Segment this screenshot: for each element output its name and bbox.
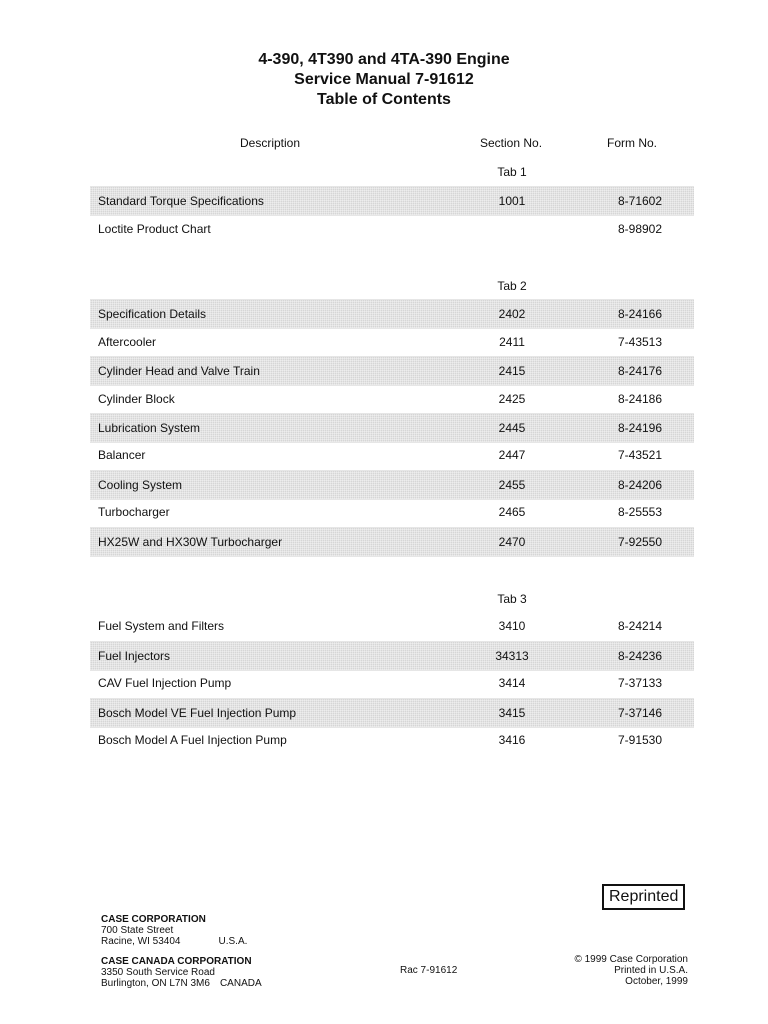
- title-line-toc: Table of Contents: [317, 91, 451, 108]
- row-description: Fuel Injectors: [98, 649, 171, 663]
- tab-label-3: Tab 3: [497, 592, 527, 606]
- row-section: 2447: [498, 448, 526, 462]
- document-code: Rac 7-91612: [400, 965, 458, 976]
- row-form: 7-43521: [617, 448, 663, 462]
- row-section: 3414: [498, 676, 526, 690]
- row-form: 7-43513: [617, 335, 663, 349]
- us-street: 700 State Street: [101, 925, 174, 936]
- row-description: Aftercooler: [98, 335, 157, 349]
- toc-row: [90, 356, 694, 386]
- row-section: 2402: [498, 307, 526, 321]
- row-form: 7-37133: [617, 676, 663, 690]
- row-form: 8-71602: [617, 194, 663, 208]
- us-city: Racine, WI 53404: [101, 936, 181, 947]
- row-form: 8-24186: [617, 392, 663, 406]
- row-form: 8-24206: [617, 478, 663, 492]
- row-description: Lubrication System: [98, 421, 201, 435]
- row-form: 8-25553: [617, 505, 663, 519]
- row-section: 2445: [498, 421, 526, 435]
- toc-row: [90, 328, 694, 356]
- row-section: 2470: [498, 535, 526, 549]
- row-form: 8-24236: [617, 649, 663, 663]
- row-description: Cylinder Block: [98, 392, 175, 406]
- canada-city: Burlington, ON L7N 3M6: [101, 978, 210, 989]
- toc-row: [90, 186, 694, 216]
- row-description: Balancer: [98, 448, 146, 462]
- toc-row: [90, 698, 694, 728]
- canada-country: CANADA: [219, 978, 262, 989]
- toc-row: [90, 441, 694, 469]
- row-description: Bosch Model VE Fuel Injection Pump: [98, 706, 297, 720]
- row-description: Turbocharger: [98, 505, 170, 519]
- row-section: 34313: [495, 649, 529, 663]
- row-section: 2465: [498, 505, 526, 519]
- column-header-section: Section No.: [480, 136, 543, 150]
- row-form: 7-92550: [617, 535, 663, 549]
- document-title: [0, 50, 768, 110]
- title-line-manual: Service Manual 7-91612: [294, 71, 474, 88]
- toc-row: [90, 215, 694, 243]
- row-section: 2415: [498, 364, 526, 378]
- toc-row: [90, 612, 694, 640]
- canada-address-block: [101, 956, 262, 989]
- row-description: Cylinder Head and Valve Train: [98, 364, 260, 378]
- toc-row: [90, 641, 694, 671]
- tab-label-2: Tab 2: [497, 279, 527, 293]
- row-description: Cooling System: [98, 478, 183, 492]
- toc-row: [90, 385, 694, 413]
- tab-label-1: Tab 1: [497, 165, 527, 179]
- print-date: October, 1999: [625, 976, 688, 987]
- toc-row: [90, 413, 694, 443]
- row-form: 8-24176: [617, 364, 663, 378]
- us-address-block: [101, 914, 247, 947]
- canada-street: 3350 South Service Road: [101, 967, 215, 978]
- canada-company-name: CASE CANADA CORPORATION: [101, 956, 252, 967]
- toc-row: [90, 726, 694, 754]
- title-line-engine: 4-390, 4T390 and 4TA-390 Engine: [258, 51, 510, 68]
- us-company-name: CASE CORPORATION: [101, 914, 206, 925]
- row-form: 8-98902: [617, 222, 663, 236]
- row-section: 3410: [498, 619, 526, 633]
- row-description: HX25W and HX30W Turbocharger: [98, 535, 283, 549]
- toc-row: [90, 669, 694, 697]
- row-section: 1001: [498, 194, 526, 208]
- row-description: Fuel System and Filters: [98, 619, 225, 633]
- toc-row: [90, 470, 694, 500]
- row-form: 8-24166: [617, 307, 663, 321]
- row-section: 3416: [498, 733, 526, 747]
- row-description: Bosch Model A Fuel Injection Pump: [98, 733, 287, 747]
- column-header-form: Form No.: [607, 136, 658, 150]
- row-section: 2455: [498, 478, 526, 492]
- row-description: Loctite Product Chart: [98, 222, 211, 236]
- column-header-description: Description: [240, 136, 301, 150]
- row-form: 7-91530: [617, 733, 663, 747]
- row-form: 8-24196: [617, 421, 663, 435]
- toc-row: [90, 498, 694, 526]
- printed-in-text: Printed in U.S.A.: [614, 965, 688, 976]
- row-description: CAV Fuel Injection Pump: [98, 676, 232, 690]
- row-form: 7-37146: [617, 706, 663, 720]
- toc-row: [90, 527, 694, 557]
- toc-row: [90, 299, 694, 329]
- copyright-text: © 1999 Case Corporation: [574, 954, 688, 965]
- row-section: 3415: [498, 706, 526, 720]
- row-section: 2425: [498, 392, 526, 406]
- row-description: Standard Torque Specifications: [98, 194, 264, 208]
- row-description: Specification Details: [98, 307, 207, 321]
- us-country: U.S.A.: [218, 936, 248, 947]
- reprinted-stamp: Reprinted: [602, 884, 685, 910]
- copyright-block: [540, 954, 688, 987]
- row-form: 8-24214: [617, 619, 663, 633]
- row-section: 2411: [499, 335, 525, 349]
